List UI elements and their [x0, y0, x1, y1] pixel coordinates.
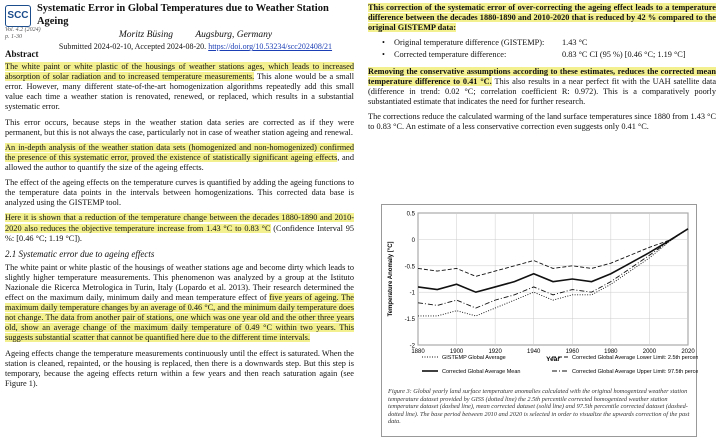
right-paragraph-3: The corrections reduce the calculated warming of the land surface temperatures since 1880 from 1.43 °C to 0.83 °C. An estimate of a less conservative correction even suggests only 0.41 °C. — [368, 111, 716, 132]
left-column — [0, 0, 360, 394]
x-tick-label: 1940 — [527, 349, 541, 355]
abstract-paragraph-3 — [5, 143, 354, 173]
bullet-icon: • — [382, 38, 385, 48]
submission-dates: Submitted 2024-02-10, Accepted 2024-08-20. — [58, 42, 209, 52]
author-line — [37, 30, 354, 42]
y-tick-label: -1 — [409, 290, 415, 297]
figure-caption: Figure 3: Global yearly land surface temperature anomalies calculated with the original homogenized weather station temperature dataset provided by GISS (dotted line) the 2.5th percentile corrected homogenized weather station temperature dataset (dashed line), mean corrected dataset (solid line) and 97.5th percentile corrected dataset (dashed-dotted line). The base period between 2010 and 2020 is selected in order to visualize the upwards correction of the past data. — [388, 388, 690, 426]
paper-header — [5, 3, 354, 52]
paper-title: Systematic Error in Global Temperatures due to Weather Station Ageing — [36, 3, 329, 27]
x-tick-label: 2020 — [681, 349, 695, 355]
list-label: Original temperature difference (GISTEMP): — [394, 38, 545, 48]
body-paragraph-2: Ageing effects change the temperature measurements continuously until the effect is saturated. When the station is cleaned, repainted, or the housing is replaced, then there is a downwards step. But this step is temporary, because the ageing effects return within a few years and then reach saturation again (see Figure 1). — [5, 348, 354, 388]
list-item — [382, 50, 716, 60]
title-block — [37, 3, 354, 52]
x-tick-label: 1960 — [565, 349, 579, 355]
highlight: An in-depth analysis of the weather station data sets (homogenized and non-homogenized) confirmed the presence of this systematic error, proved the existence of statistically significant ageing effects — [5, 142, 354, 162]
highlight: Here it is shown that a reduction of the temperature change between the decades 1880-1890 and 2010-2020 also reduces the objective temperature increase from 1.43 °C to 0.83 °C — [5, 213, 354, 233]
legend-label: GISTEMP Global Average — [442, 355, 506, 361]
text: (Confidence Interval 95 %: [0.46 °C; 1.19 °C]). — [5, 223, 354, 243]
highlight: This correction of the systematic error of over-correcting the ageing effect leads to a temperature difference between the decades 1880-1890 and 2010-2020 that is reduced by 42 % compared to the original GISTEMP data: — [368, 3, 716, 33]
text: This alone would be a small error. However, many different state-of-the-art homogenization algorithms repeatedly add this small value each time a weather station is renovated, renewed, or replaced, which results in a substantial systematic error. — [5, 72, 354, 112]
abstract-heading: Abstract — [5, 49, 39, 59]
y-tick-label: -1.5 — [404, 317, 415, 324]
abstract-paragraph-2: This error occurs, because steps in the weather station data series are corrected as if they were permanent, but this is not always the case, particularly not in case of weather station ageing and renewal. — [5, 117, 354, 137]
volume-info — [5, 27, 41, 40]
author-name: Moritz Büsing — [118, 29, 173, 40]
legend-label: Corrected Global Average Upper Limit: 97.5th percentile — [572, 369, 698, 375]
author-location: Augsburg, Germany — [195, 29, 273, 40]
y-tick-label: -0.5 — [404, 264, 415, 271]
volume-label: Vol. 4.2 (2024) — [5, 27, 41, 33]
section-heading: 2.1 Systematic error due to ageing effects — [5, 248, 155, 259]
x-tick-label: 2000 — [642, 349, 657, 355]
abstract-paragraph-5 — [5, 213, 354, 243]
y-axis-label: Temperature Anomaly [°C] — [388, 241, 394, 317]
list-value: 0.83 °C CI (95 %) [0.46 °C; 1.19 °C] — [562, 50, 686, 60]
abstract-paragraph-4: The effect of the ageing effects on the temperature curves is quantified by adding the ageing functions to the temperature data points in the intervals between homogenizations. This corrected data base is analyzed using the GISTEMP tool. — [5, 178, 354, 208]
x-tick-label: 1980 — [604, 349, 618, 355]
list-value: 1.43 °C — [562, 38, 588, 48]
legend-label: Corrected Global Average Lower Limit: 2.5th percentile — [572, 355, 698, 361]
bullet-icon: • — [382, 50, 385, 60]
x-axis-label: Year — [546, 356, 560, 363]
difference-list — [382, 38, 716, 60]
legend-label: Corrected Global Average Mean — [442, 369, 521, 375]
y-tick-label: -2 — [409, 343, 415, 350]
list-item — [382, 38, 716, 48]
right-paragraph-1 — [368, 3, 716, 33]
y-tick-label: 0 — [411, 237, 415, 244]
y-tick-label: 0.5 — [406, 211, 415, 218]
text: , and allowed the author to quantify the size of the ageing effects. — [5, 152, 354, 172]
highlight: The white paint or white plastic of the housings of weather stations ages, which leads to increased absorption of solar radiation and to increased temperature measurements. — [5, 61, 354, 82]
text: This also results in a near perfect fit with the UAH satellite data (difference in trend: 0.02 °C; correlation coefficient R: 0.972). This is a comparatively poorly substantiated estimate that indicates the need for further research. — [368, 76, 717, 106]
highlight: Removing the conservative assumptions according to these estimates, reduces the corrected mean temperature difference to 0.41 °C. — [368, 66, 716, 86]
highlight: five years of ageing. The maximum daily temperature changes by an average of 0.46 °C, and the minimum daily temperature does not change. The data from another pair of stations, one which was one year old and the other three years old, show an average change of the maximum daily temperature of 0.49 °C within two years. This suggests substantial scatter that cannot be quantified here due to the different time intervals. — [5, 293, 354, 343]
x-tick-label: 1900 — [449, 349, 464, 355]
x-tick-label: 1880 — [411, 349, 425, 355]
body-paragraph-1 — [5, 263, 354, 344]
abstract-paragraph-1 — [5, 62, 354, 113]
list-label: Corrected temperature difference: — [394, 50, 507, 60]
submission-line — [37, 42, 354, 52]
plot-area — [418, 213, 688, 345]
text: The white paint or white plastic of the housings of weather stations age and become dirty which leads to slightly higher temperature measurements. This phenomenon was analyzed by a group at the Istituto Nazionale die Ricerca Metrologica in Turin, Italy (Lopardo et al. 2013). Their research determined the effect on the maximum daily, minimum daily and mean temperature effect of — [5, 262, 354, 303]
journal-logo: SCC — [5, 5, 31, 27]
right-paragraph-2 — [368, 67, 716, 107]
right-column — [364, 0, 720, 137]
pages-label: p. 1-30 — [5, 33, 22, 40]
x-tick-label: 1920 — [488, 349, 502, 355]
doi-link[interactable]: https://doi.org/10.53234/scc202408/21 — [208, 42, 333, 52]
temperature-chart — [382, 205, 698, 385]
